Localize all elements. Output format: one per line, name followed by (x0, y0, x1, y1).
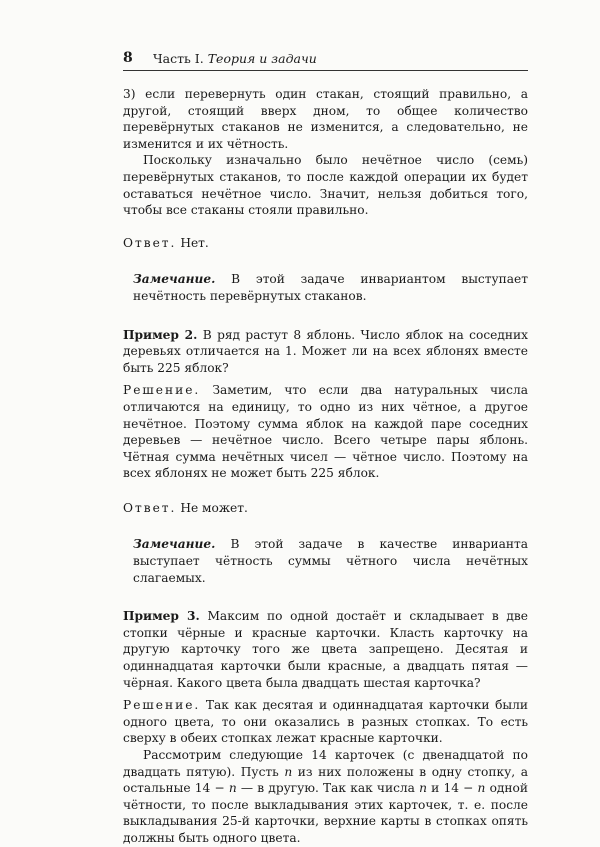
answer-1 (123, 235, 528, 252)
paragraph-conclusion: Поскольку изначально было нечётное число (семь) перевёрнутых стаканов, то после каждой операции их будет оставаться нечётное число. Значит, нельзя добиться того, чтобы все стаканы стояли правильно. (123, 153, 528, 218)
final-text-c: — в другую. Так как числа (236, 781, 420, 796)
header-section-title: Теория и задачи (207, 51, 317, 66)
variable-n: n (228, 781, 237, 796)
example-label: Пример 2. (123, 327, 198, 342)
example-text: Максим по одной достаёт и складывает в две стопки чёрные и красные карточки. Класть карточку на другую карточку того же цвета запрещено. Десятая и одиннадцатая карточки были красные, а двадцать пятая — чёрная. Какого цвета была двадцать шестая карточка? (123, 609, 529, 690)
answer-text: Нет. (180, 235, 209, 250)
header-part: Часть I. (153, 51, 204, 66)
variable-n: n (477, 781, 486, 796)
page-content (123, 86, 528, 847)
running-header (123, 48, 528, 71)
solution-label: Решение. (123, 698, 201, 713)
example-2 (123, 327, 528, 377)
remark-label: Замечание. (133, 272, 216, 287)
page-number: 8 (123, 50, 133, 66)
solution-label: Решение. (123, 383, 201, 398)
answer-label: Ответ. (123, 235, 177, 250)
final-text-e: одной чётности, то после выкладывания этих карточек, т. е. после выкладывания 25-й карточки, верхние карты в стопках опять должны быть одного цвета. (123, 781, 528, 845)
final-text-a: Рассмотрим следующие 14 карточек (с двенадцатой по двадцать пятую). Пусть (123, 748, 528, 779)
remark-label: Замечание. (133, 537, 216, 552)
remark-text: В этой задаче инвариантом выступает нечётность перевёрнутых стаканов. (133, 272, 529, 303)
paragraph-final (123, 747, 528, 847)
answer-text: Не может. (180, 500, 248, 515)
variable-n: n (419, 781, 427, 796)
answer-2 (123, 500, 528, 517)
remark-2 (123, 536, 528, 586)
final-text-b: из них положены в одну стопку, а остальные 14 − (123, 764, 528, 796)
answer-label: Ответ. (123, 500, 177, 515)
header-title (153, 51, 317, 66)
paragraph-case-3: 3) если перевернуть один стакан, стоящий правильно, а другой, стоящий вверх дном, то общее количество перевёрнутых стаканов не изменится, а следовательно, не изменится и их чётность. (123, 87, 528, 151)
solution-2 (123, 382, 528, 482)
example-label: Пример 3. (123, 609, 200, 624)
remark-1 (123, 271, 528, 304)
example-3 (123, 608, 528, 691)
example-text: В ряд растут 8 яблонь. Число яблок на соседних деревьях отличается на 1. Может ли на всех яблонях вместе быть 225 яблок? (123, 327, 528, 375)
variable-n: n (284, 764, 293, 779)
solution-text: Заметим, что если два натуральных числа отличаются на единицу, то одно из них чётное, а другое нечётное. Поэтому сумма яблок на каждой паре соседних деревьев — нечётное число. Всего четыре пары яблонь. Чётная сумма нечётных чисел — чётное число. Поэтому на всех яблонях не может быть 225 яблок. (123, 383, 528, 481)
solution-text: Так как десятая и одиннадцатая карточки были одного цвета, то они оказались в разных стопках. То есть сверху в обеих стопках лежат красные карточки. (123, 698, 528, 746)
solution-3 (123, 697, 528, 747)
final-text-d: и 14 − (426, 781, 478, 796)
remark-text: В этой задаче в качестве инварианта выступает чётность суммы чётного числа нечётных слагаемых. (133, 537, 528, 585)
